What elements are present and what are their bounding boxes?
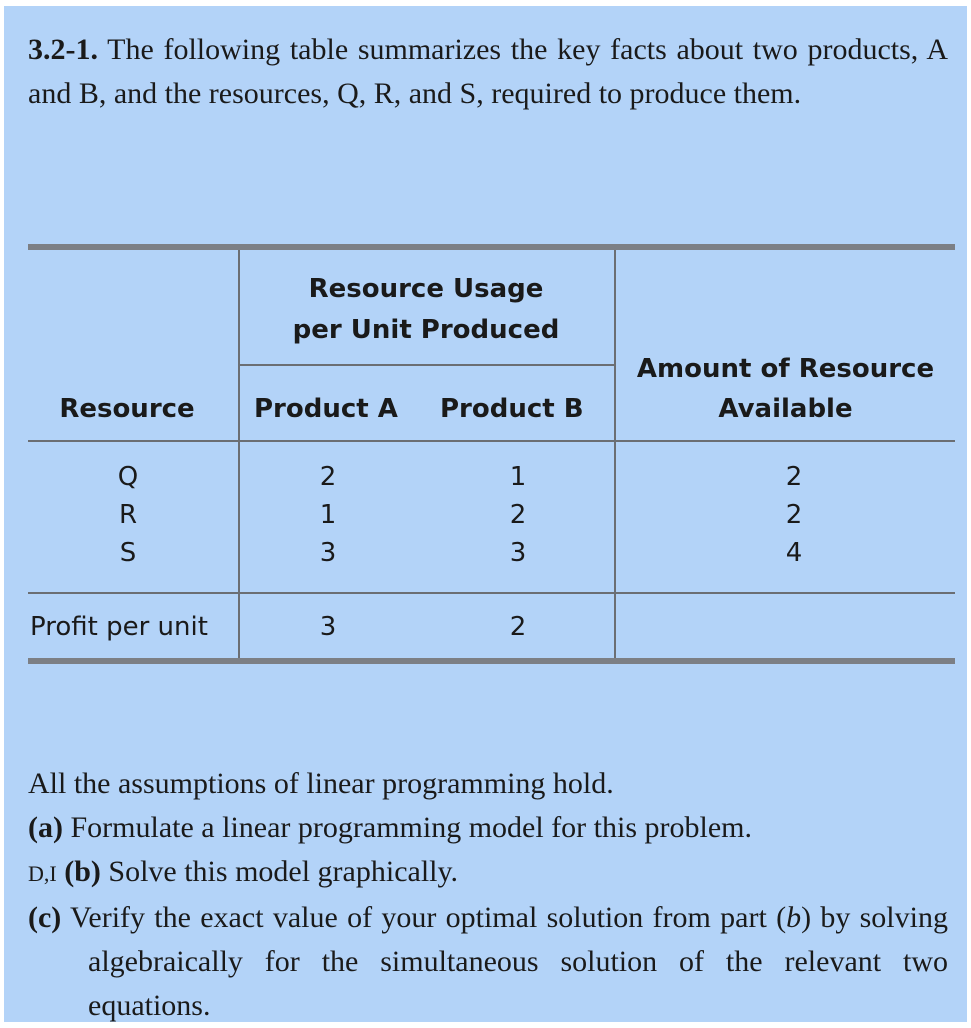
table-cell-product-a: 2 [319, 462, 337, 492]
col-header-available-line1: Amount of Resource [636, 354, 935, 384]
profit-top-rule [28, 592, 955, 594]
question-a-label: (a) [28, 811, 63, 844]
col-header-resource: Resource [59, 394, 195, 424]
problem-intro [28, 28, 948, 116]
problem-number: 3.2-1. [28, 33, 98, 66]
table-top-rule [28, 244, 955, 250]
question-a [28, 806, 948, 850]
table-vline-2 [614, 250, 616, 658]
question-c-text-2: ) by solving algebraically for the simultaneous solution of the relevant two equations. [88, 901, 948, 1022]
table-cell-product-b: 2 [509, 500, 527, 530]
table-cell-available: 4 [785, 538, 803, 568]
resource-table [28, 244, 955, 664]
table-cell-product-a: 1 [319, 500, 337, 530]
group-header-rule [238, 364, 614, 366]
profit-label: Profit per unit [30, 612, 208, 642]
profit-product-a: 3 [319, 612, 337, 642]
table-cell-product-b: 1 [509, 462, 527, 492]
profit-product-b: 2 [509, 612, 527, 642]
question-c-text-1: Verify the exact value of your optimal solution from part ( [70, 901, 787, 934]
question-b-label: (b) [64, 855, 101, 888]
problem-intro-text: The following table summarizes the key facts about two products, A and B, and the resources, Q, R, and S, required to produce them. [28, 33, 948, 110]
questions [28, 762, 948, 1028]
table-bottom-rule [28, 658, 955, 664]
question-c [28, 896, 948, 1028]
table-cell-resource: Q [117, 462, 139, 492]
table-cell-resource: R [118, 500, 138, 530]
table-cell-available: 2 [785, 462, 803, 492]
question-c-italic: b [786, 901, 802, 934]
table-cell-product-a: 3 [319, 538, 337, 568]
group-header-line2: per Unit Produced [292, 315, 560, 345]
question-b [28, 850, 948, 896]
table-cell-available: 2 [785, 500, 803, 530]
problem-card [4, 6, 967, 1022]
question-a-text: Formulate a linear programming model for this problem. [70, 811, 752, 844]
group-header-line1: Resource Usage [308, 274, 544, 304]
question-b-text: Solve this model graphically. [108, 855, 459, 888]
col-header-product-b: Product B [440, 394, 584, 424]
question-b-prefix: D,I [28, 861, 57, 886]
question-c-label: (c) [28, 901, 62, 934]
col-header-product-a: Product A [254, 394, 398, 424]
header-bottom-rule [28, 440, 955, 442]
assumption-text: All the assumptions of linear programming hold. [28, 767, 614, 800]
table-cell-resource: S [119, 538, 137, 568]
col-header-available-line2: Available [718, 394, 853, 424]
table-cell-product-b: 3 [509, 538, 527, 568]
table-vline-1 [238, 250, 240, 658]
